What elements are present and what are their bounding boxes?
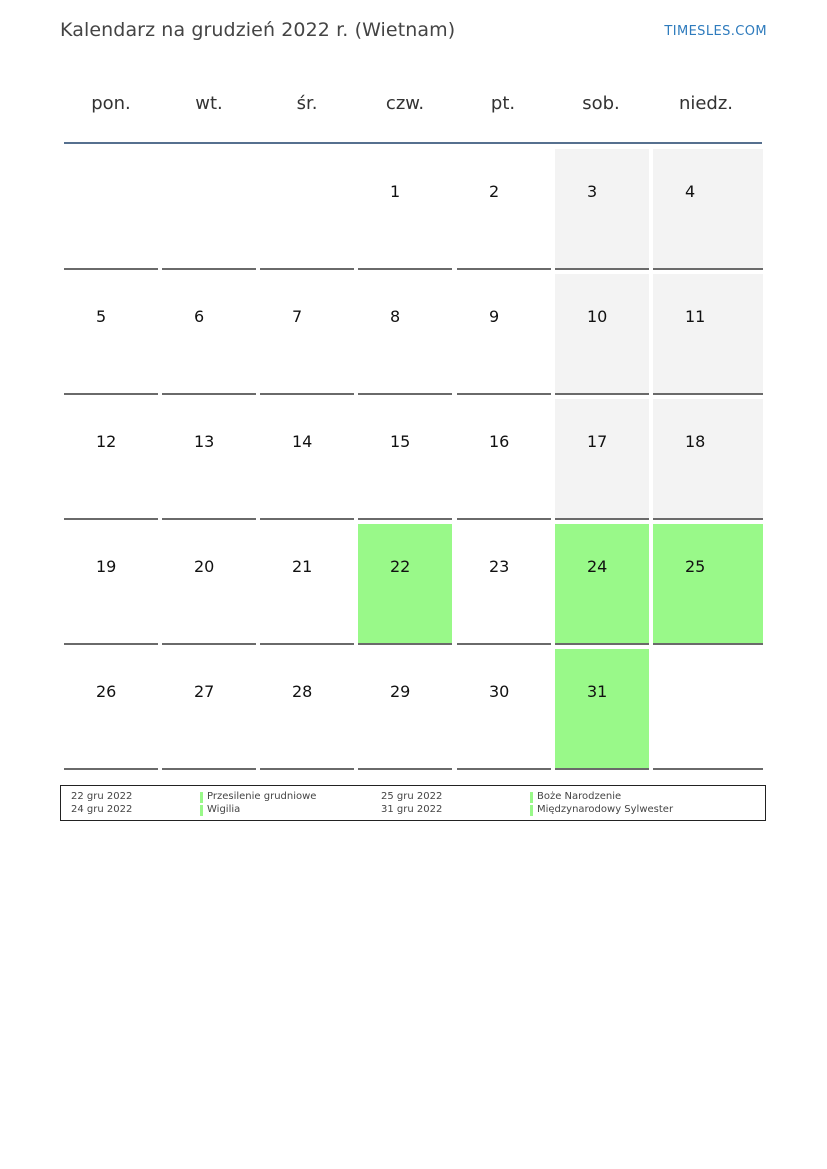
legend-date: 24 gru 2022 (71, 804, 133, 815)
day-number: 28 (292, 682, 313, 701)
calendar-day-cell (555, 274, 649, 395)
calendar-day-cell (457, 524, 551, 645)
day-number: 5 (96, 307, 107, 326)
day-number: 16 (489, 432, 510, 451)
calendar-day-cell (358, 274, 452, 395)
day-number: 26 (96, 682, 117, 701)
weekday-header-sun: niedz. (678, 93, 734, 114)
day-number: 17 (587, 432, 608, 451)
day-number: 18 (685, 432, 706, 451)
calendar-day-cell (260, 274, 354, 395)
calendar-day-cell (555, 149, 649, 270)
calendar-day-cell (555, 399, 649, 520)
legend-holiday-name: Międzynarodowy Sylwester (537, 804, 674, 815)
day-number: 10 (587, 307, 608, 326)
day-number: 12 (96, 432, 117, 451)
calendar-day-cell (162, 274, 256, 395)
calendar-day-cell (260, 524, 354, 645)
calendar-cell-empty (64, 149, 158, 270)
calendar-day-cell (457, 274, 551, 395)
calendar-day-cell (653, 274, 763, 395)
day-number: 8 (390, 307, 401, 326)
weekday-header-mon: pon. (91, 93, 131, 114)
day-number: 6 (194, 307, 205, 326)
day-number: 13 (194, 432, 215, 451)
calendar-day-cell (64, 274, 158, 395)
weekday-header-fri: pt. (490, 93, 516, 114)
day-number: 25 (685, 557, 706, 576)
calendar-day-cell (358, 149, 452, 270)
legend-date: 22 gru 2022 (71, 791, 133, 802)
calendar-day-cell (555, 649, 649, 770)
calendar-day-cell (162, 399, 256, 520)
calendar-day-cell (64, 649, 158, 770)
legend-holiday-name: Boże Narodzenie (537, 791, 622, 802)
day-number: 2 (489, 182, 500, 201)
calendar-day-cell (457, 399, 551, 520)
calendar-day-cell (358, 524, 452, 645)
calendar-cell-empty (260, 149, 354, 270)
calendar-day-cell (260, 399, 354, 520)
day-number: 23 (489, 557, 510, 576)
weekday-header-thu: czw. (385, 93, 425, 114)
day-number: 29 (390, 682, 411, 701)
calendar-day-cell (358, 399, 452, 520)
day-number: 1 (390, 182, 401, 201)
weekday-header-tue: wt. (195, 93, 223, 114)
calendar-cell-empty (162, 149, 256, 270)
day-number: 19 (96, 557, 117, 576)
calendar-day-cell (457, 149, 551, 270)
weekday-header-wed: śr. (296, 93, 318, 114)
legend-holiday-name: Przesilenie grudniowe (207, 791, 317, 802)
day-number: 24 (587, 557, 608, 576)
weekday-header-row (64, 86, 762, 122)
day-number: 11 (685, 307, 706, 326)
calendar-day-cell (64, 524, 158, 645)
calendar-day-cell (653, 524, 763, 645)
day-number: 14 (292, 432, 313, 451)
day-number: 7 (292, 307, 303, 326)
legend-date: 31 gru 2022 (381, 804, 443, 815)
day-number: 30 (489, 682, 510, 701)
day-number: 4 (685, 182, 696, 201)
legend-date: 25 gru 2022 (381, 791, 443, 802)
page-title: Kalendarz na grudzień 2022 r. (Wietnam) (60, 19, 456, 41)
brand-link[interactable]: TIMESLES.COM (664, 24, 767, 39)
calendar-day-cell (457, 649, 551, 770)
calendar-day-cell (162, 524, 256, 645)
calendar-day-cell (653, 149, 763, 270)
header-divider (64, 142, 762, 144)
day-number: 9 (489, 307, 500, 326)
day-number: 20 (194, 557, 215, 576)
calendar-day-cell (653, 399, 763, 520)
holiday-legend (60, 785, 766, 821)
weekday-header-sat: sob. (582, 93, 620, 114)
day-number: 22 (390, 557, 411, 576)
day-number: 21 (292, 557, 313, 576)
calendar-cell-empty (653, 649, 763, 770)
calendar-day-cell (260, 649, 354, 770)
calendar-day-cell (162, 649, 256, 770)
calendar-day-cell (64, 399, 158, 520)
day-number: 3 (587, 182, 598, 201)
calendar-day-cell (555, 524, 649, 645)
calendar-day-cell (358, 649, 452, 770)
day-number: 31 (587, 682, 608, 701)
day-number: 27 (194, 682, 215, 701)
day-number: 15 (390, 432, 411, 451)
legend-holiday-name: Wigilia (207, 804, 241, 815)
